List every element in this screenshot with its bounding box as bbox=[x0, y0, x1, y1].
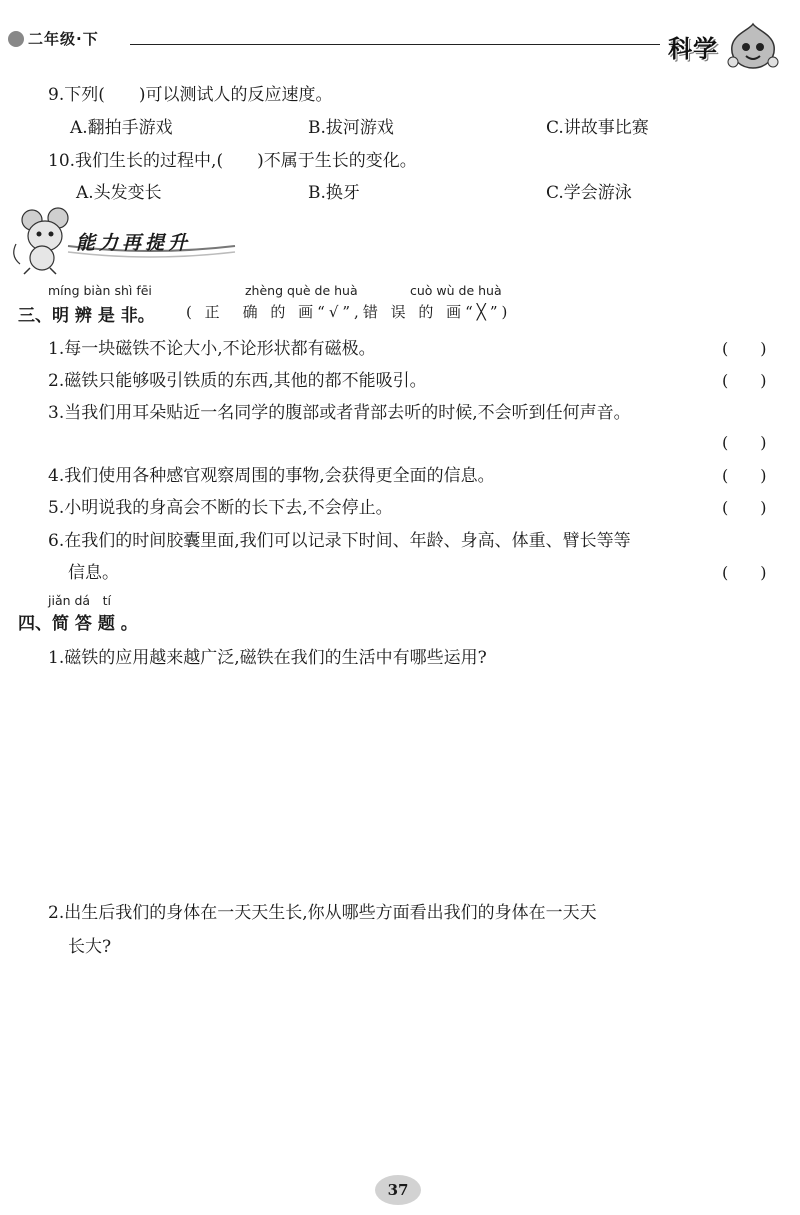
answer-bracket-5: ( ) bbox=[722, 498, 767, 517]
tf-item-1: 1.每一块磁铁不论大小,不论形状都有磁极。 bbox=[48, 339, 376, 359]
answer-bracket-2: ( ) bbox=[722, 371, 767, 390]
tf-item-6-continuation: 信息。 bbox=[68, 563, 119, 583]
tf-item-2: 2.磁铁只能够吸引铁质的东西,其他的都不能吸引。 bbox=[48, 371, 427, 391]
header-grade bbox=[8, 28, 99, 49]
grade-label: 二年级·下 bbox=[28, 30, 99, 48]
tf-item-3: 3.当我们用耳朵贴近一名同学的腹部或者背部去听的时候,不会听到任何声音。 bbox=[48, 403, 631, 423]
question-9-option-c: C.讲故事比赛 bbox=[546, 118, 649, 138]
answer-bracket-4: ( ) bbox=[722, 466, 767, 485]
answer-bracket-1: ( ) bbox=[722, 339, 767, 358]
question-10-stem: 10.我们生长的过程中,( )不属于生长的变化。 bbox=[48, 151, 417, 171]
section-3-instruction: ( 正 确 的 画“√”,错 误 的 画“╳”) bbox=[186, 303, 512, 321]
header-rule bbox=[130, 44, 660, 45]
tf-item-4: 4.我们使用各种感官观察周围的事物,会获得更全面的信息。 bbox=[48, 466, 495, 486]
subject-label: 科学 bbox=[668, 34, 718, 63]
question-9-option-b: B.拔河游戏 bbox=[308, 118, 394, 138]
pinyin-zhengquedehua: zhèng què de huà bbox=[245, 283, 358, 298]
section-3-title: 三、明 辨 是 非。 bbox=[18, 306, 155, 326]
answer-bracket-3: ( ) bbox=[722, 433, 767, 452]
section-4-title: 四、简 答 题 。 bbox=[18, 614, 138, 634]
question-10-option-a: A.头发变长 bbox=[76, 183, 162, 203]
page-number: 37 bbox=[375, 1175, 421, 1205]
banner-title: 能力再提升 bbox=[76, 232, 192, 254]
tf-item-5: 5.小明说我的身高会不断的长下去,不会停止。 bbox=[48, 498, 393, 518]
short-answer-1: 1.磁铁的应用越来越广泛,磁铁在我们的生活中有哪些运用? bbox=[48, 648, 487, 668]
question-10-option-c: C.学会游泳 bbox=[546, 183, 632, 203]
header-subject bbox=[668, 20, 782, 72]
tf-item-6: 6.在我们的时间胶囊里面,我们可以记录下时间、年龄、身高、体重、臂长等等 bbox=[48, 531, 631, 551]
question-9-option-a: A.翻拍手游戏 bbox=[70, 118, 173, 138]
bubble-icon bbox=[8, 31, 24, 47]
pinyin-mingbianshifei: míng biàn shì fēi bbox=[48, 283, 152, 298]
pinyin-jiandati: jiǎn dá tí bbox=[48, 593, 111, 608]
answer-bracket-6: ( ) bbox=[722, 563, 767, 582]
question-9-stem: 9.下列( )可以测试人的反应速度。 bbox=[48, 85, 333, 105]
mascot-icon bbox=[724, 20, 782, 72]
short-answer-2: 2.出生后我们的身体在一天天生长,你从哪些方面看出我们的身体在一天天 bbox=[48, 903, 597, 923]
short-answer-2-continuation: 长大? bbox=[68, 937, 112, 957]
question-10-option-b: B.换牙 bbox=[308, 183, 360, 203]
pinyin-cuowudehua: cuò wù de huà bbox=[410, 283, 502, 298]
